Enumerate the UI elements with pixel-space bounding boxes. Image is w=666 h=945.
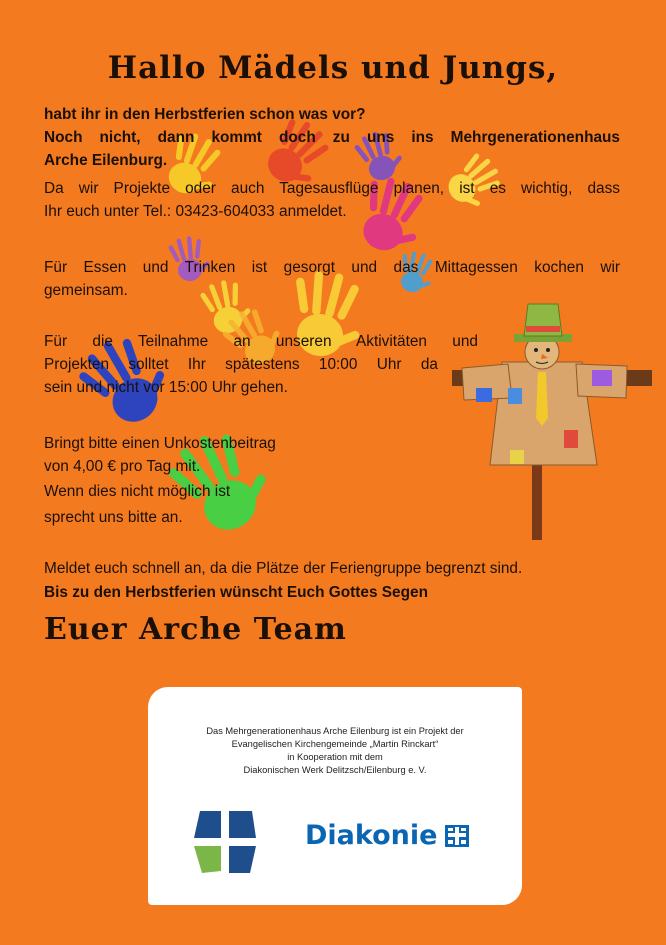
invitation-line: Noch nicht, dann kommt doch zu uns ins Mehrgenerationenhaus — [44, 129, 620, 146]
food-text-cont: gemeinsam. — [44, 282, 128, 299]
closing-blessing: Bis zu den Herbstferien wünscht Euch Gottes Segen — [44, 584, 428, 601]
partner-info-line: Diakonischen Werk Delitzsch/Eilenburg e. V. — [243, 765, 427, 775]
signup-urge-text: Meldet euch schnell an, da die Plätze der Feriengruppe begrenzt sind. — [44, 560, 523, 577]
signature: Euer Arche Team — [44, 612, 347, 647]
partner-info-line: Das Mehrgenerationenhaus Arche Eilenburg ist ein Projekt der — [206, 726, 464, 736]
participation-time-text: Projekten solltet Ihr spätestens 10:00 Uhr da — [44, 356, 438, 373]
fee-text: Bringt bitte einen Unkostenbeitrag — [44, 435, 276, 452]
diakonie-mark-icon — [445, 825, 469, 847]
food-text: Für Essen und Trinken ist gesorgt und das Mittagessen kochen wir — [44, 259, 620, 276]
scarecrow-illustration — [452, 300, 652, 545]
registration-text: Da wir Projekte oder auch Tagesausflüge planen, ist es wichtig, dass — [44, 180, 620, 197]
partner-info-line: in Kooperation mit dem — [287, 752, 383, 762]
diakonie-logo — [305, 820, 469, 851]
handprint-yellow-mid — [197, 275, 255, 338]
participation-end-text: sein und nicht vor 15:00 Uhr gehen. — [44, 379, 288, 396]
fee-contact-text: sprecht uns bitte an. — [44, 509, 183, 526]
fee-alternative-text: Wenn dies nicht möglich ist — [44, 483, 231, 500]
phone-text: Ihr euch unter Tel.: 03423-604033 anmeldet. — [44, 203, 347, 220]
partner-info-text — [148, 725, 522, 777]
diakonie-logo-text: Diakonie — [305, 820, 438, 851]
intro-question: habt ihr in den Herbstferien schon was vor? — [44, 106, 366, 123]
location-name: Arche Eilenburg. — [44, 152, 168, 169]
page-title: Hallo Mädels und Jungs, — [107, 50, 559, 86]
participation-text: Für die Teilnahme an unseren Aktivitäten und — [44, 333, 478, 350]
cross-logo-icon — [188, 805, 262, 879]
fee-amount-text: von 4,00 € pro Tag mit. — [44, 458, 201, 475]
partner-info-box — [148, 687, 522, 905]
partner-info-line: Evangelischen Kirchengemeinde „Martin Rinckart“ — [231, 739, 439, 749]
